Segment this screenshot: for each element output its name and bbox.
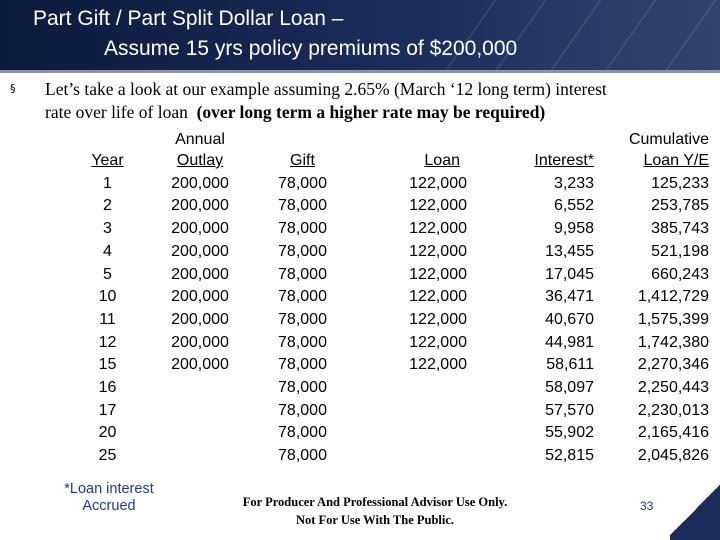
cell-loan (360, 400, 469, 423)
cell-year: 25 (98, 447, 117, 465)
cell-outlay (155, 400, 245, 423)
cell-year: 17 (98, 401, 117, 419)
column-header-gift (245, 150, 360, 173)
cell-gift: 78,000 (278, 288, 327, 306)
table-row (60, 173, 709, 196)
cell-year: 3 (103, 220, 112, 238)
cell-loan: 122,000 (409, 288, 467, 306)
cell-interest: 17,045 (545, 265, 594, 283)
column-header-top (60, 130, 155, 150)
cell-interest: 9,958 (553, 220, 594, 238)
cell-year: 12 (98, 333, 117, 351)
cell-cumulative-loan: 2,270,346 (637, 356, 709, 374)
cell-year: 5 (103, 265, 112, 283)
cell-cumulative-loan: 385,743 (651, 220, 709, 238)
cell-cumulative-loan: 1,575,399 (637, 310, 709, 328)
table-row (60, 377, 709, 400)
cell-outlay: 200,000 (171, 333, 229, 351)
header-stripe (605, 0, 656, 70)
table-row (60, 241, 709, 264)
cell-gift: 78,000 (278, 401, 327, 419)
cell-cumulative-loan: 2,165,416 (637, 424, 709, 442)
cell-loan: 122,000 (409, 220, 467, 238)
table-row (60, 400, 709, 423)
cell-outlay: 200,000 (171, 288, 229, 306)
disclaimer (190, 493, 560, 529)
cell-loan: 122,000 (409, 174, 467, 192)
cell-year: 11 (99, 310, 116, 328)
cell-loan: 122,000 (409, 333, 467, 351)
cell-year: 10 (98, 288, 117, 306)
column-header-cumulative-loan (594, 150, 709, 173)
column-header-top (245, 130, 360, 150)
cell-loan (360, 445, 469, 468)
interest-footnote (44, 481, 174, 515)
cell-gift: 78,000 (278, 379, 327, 397)
column-header-top: Annual (175, 131, 225, 148)
cell-year: 4 (103, 242, 112, 260)
table-row (60, 286, 709, 309)
cell-gift: 78,000 (278, 356, 327, 374)
disclaimer-line-2: Not For Use With The Public. (295, 513, 455, 527)
cell-outlay: 200,000 (171, 310, 229, 328)
table-row (60, 332, 709, 355)
cell-interest: 13,455 (545, 242, 594, 260)
table-row (60, 354, 709, 377)
cell-gift: 78,000 (278, 310, 327, 328)
cell-interest: 55,902 (545, 424, 594, 442)
disclaimer-line-1: For Producer And Professional Advisor Use Only. (242, 495, 508, 509)
cell-interest: 44,981 (545, 333, 594, 351)
cell-outlay: 200,000 (171, 242, 229, 260)
column-header-year (60, 150, 155, 173)
column-header-label: Loan Y/E (643, 152, 709, 169)
table-header-row-top (60, 130, 709, 150)
table-row (60, 309, 709, 332)
table-header-row (60, 150, 709, 173)
cell-year: 16 (98, 379, 117, 397)
cell-cumulative-loan: 253,785 (651, 197, 709, 215)
cell-cumulative-loan: 1,742,380 (637, 333, 709, 351)
cell-loan (360, 422, 469, 445)
table-body (60, 173, 709, 468)
slide-header (0, 0, 720, 70)
column-header-label: Year (91, 152, 124, 169)
column-header-interest (469, 150, 594, 173)
cell-outlay (155, 377, 245, 400)
cell-gift: 78,000 (278, 220, 327, 238)
table-row (60, 195, 709, 218)
column-header-outlay (155, 150, 245, 173)
header-divider (0, 70, 720, 73)
cell-loan: 122,000 (409, 265, 467, 283)
cell-outlay: 200,000 (171, 265, 229, 283)
cell-interest: 52,815 (545, 447, 594, 465)
cell-cumulative-loan: 1,412,729 (637, 288, 709, 306)
cell-year: 2 (103, 197, 112, 215)
cell-gift: 78,000 (278, 333, 327, 351)
cell-cumulative-loan: 660,243 (651, 265, 709, 283)
cell-gift: 78,000 (278, 447, 327, 465)
cell-outlay: 200,000 (171, 220, 229, 238)
column-header-label: Interest* (534, 152, 594, 169)
cell-cumulative-loan: 521,198 (651, 242, 709, 260)
column-header-label: Outlay (176, 152, 224, 169)
table-row (60, 422, 709, 445)
loan-schedule-table (60, 130, 709, 468)
cell-loan: 122,000 (409, 310, 467, 328)
cell-interest: 36,471 (545, 288, 594, 306)
column-header-top (360, 130, 469, 150)
cell-loan: 122,000 (409, 197, 467, 215)
footnote-line-1: *Loan interest (64, 481, 154, 497)
cell-outlay: 200,000 (171, 197, 229, 215)
cell-interest: 40,670 (545, 310, 594, 328)
cell-loan (360, 377, 469, 400)
bullet-text (45, 78, 710, 124)
column-header-top: Cumulative (628, 131, 709, 148)
cell-year: 1 (103, 174, 112, 192)
column-header-label: Loan (424, 152, 460, 169)
cell-cumulative-loan: 2,045,826 (637, 447, 709, 465)
cell-gift: 78,000 (278, 197, 327, 215)
bullet-marker: § (10, 82, 16, 95)
cell-loan: 122,000 (409, 242, 467, 260)
cell-interest: 58,611 (546, 356, 594, 374)
cell-interest: 58,097 (545, 379, 594, 397)
cell-cumulative-loan: 2,230,013 (637, 401, 709, 419)
footnote-line-2: Accrued (82, 498, 136, 514)
cell-outlay: 200,000 (171, 356, 229, 374)
cell-outlay (155, 422, 245, 445)
bullet-text-bold-note: (over long term a higher rate may be required) (196, 102, 546, 122)
column-header-top (469, 130, 594, 150)
cell-interest: 3,233 (553, 174, 594, 192)
cell-gift: 78,000 (278, 174, 327, 192)
header-stripe (665, 0, 716, 70)
cell-gift: 78,000 (278, 424, 327, 442)
cell-interest: 57,570 (545, 401, 594, 419)
cell-gift: 78,000 (278, 242, 327, 260)
corner-decoration (670, 480, 720, 540)
cell-year: 15 (98, 356, 117, 374)
cell-year: 20 (98, 424, 117, 442)
cell-cumulative-loan: 125,233 (651, 174, 709, 192)
cell-cumulative-loan: 2,250,443 (637, 379, 709, 397)
table-row (60, 264, 709, 287)
slide-title-line-2: Assume 15 yrs policy premiums of $200,000 (104, 37, 518, 60)
bullet-text-line-1: Let’s take a look at our example assuming 2.65% (March ‘12 long term) interest (45, 79, 607, 99)
page-number: 33 (640, 499, 654, 513)
cell-gift: 78,000 (278, 265, 327, 283)
column-header-loan (360, 150, 469, 173)
cell-outlay: 200,000 (171, 174, 229, 192)
cell-outlay (155, 445, 245, 468)
cell-interest: 6,552 (553, 197, 594, 215)
cell-loan: 122,000 (409, 356, 467, 374)
table-row (60, 218, 709, 241)
bullet-text-line-2: rate over life of loan (45, 102, 188, 122)
header-stripe (550, 0, 601, 70)
slide-title-line-1: Part Gift / Part Split Dollar Loan – (33, 7, 344, 30)
table-row (60, 445, 709, 468)
column-header-label: Gift (290, 152, 315, 169)
